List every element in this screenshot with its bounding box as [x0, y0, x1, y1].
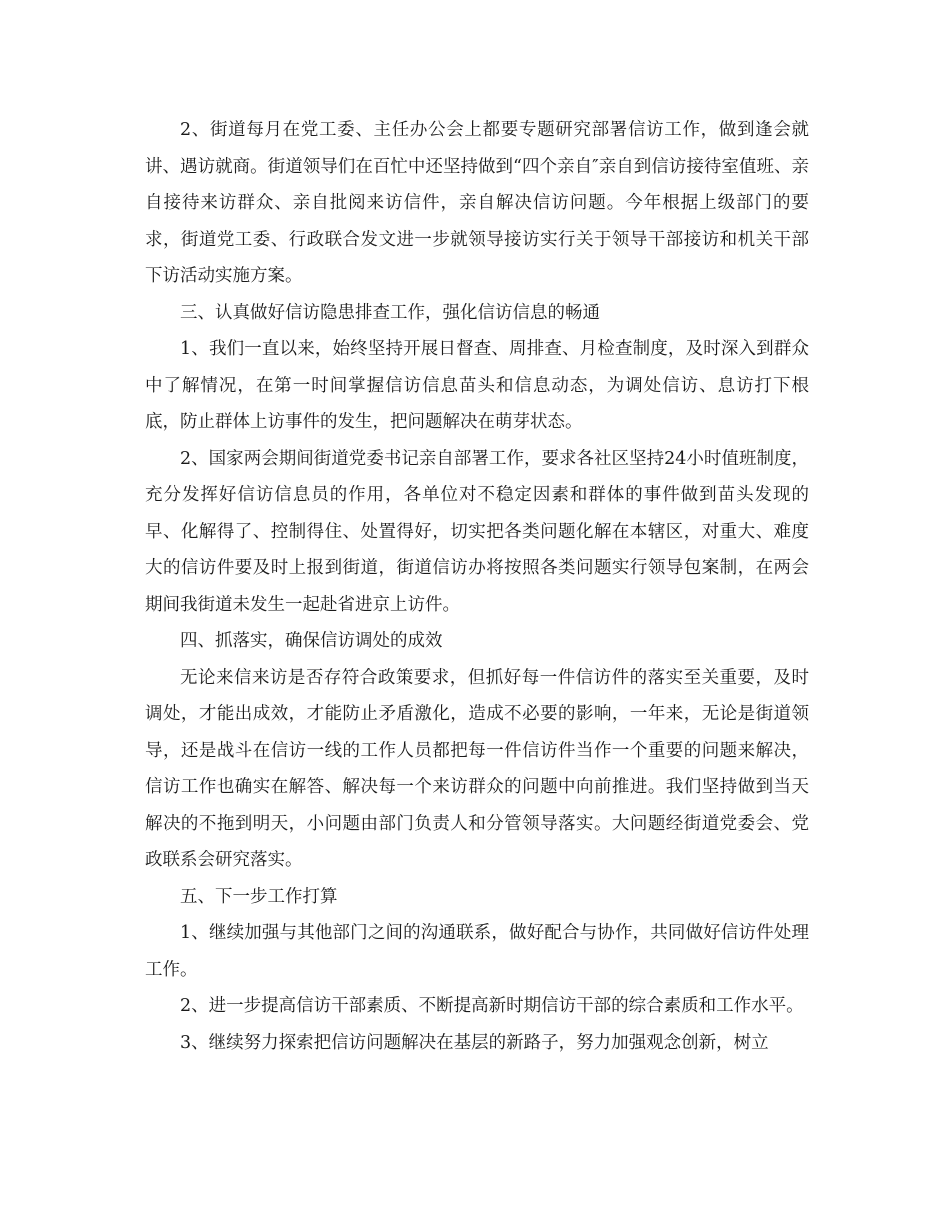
paragraph-daily-inspection: 1、我们一直以来，始终坚持开展日督查、周排查、月检查制度，及时深入到群众中了解情况，在第一时间掌握信访信息苗头和信息动态，为调处信访、息访打下根底，防止群体上访事件的发生，把问题解决在萌芽状态。	[145, 339, 809, 432]
paragraph-plan-1: 1、继续加强与其他部门之间的沟通联系，做好配合与协作，共同做好信访件处理工作。	[145, 923, 809, 980]
paragraph-plan-2: 2、进一步提高信访干部素质、不断提高新时期信访干部的综合素质和工作水平。	[180, 996, 804, 1016]
document-body	[145, 112, 809, 1061]
section-heading-3: 三、认真做好信访隐患排查工作，强化信访信息的畅通	[180, 302, 600, 323]
paragraph-implementation: 无论来信来访是否存符合政策要求，但抓好每一件信访件的落实至关重要，及时调处，才能出成效，才能防止矛盾激化，造成不必要的影响，一年来，无论是街道领导，还是战斗在信访一线的工作人员都把每一件信访件当作一个重要的问题来解决，信访工作也确实在解答、解决每一个来访群众的问题中向前推进。我们坚持做到当天解决的不拖到明天，小问题由部门负责人和分管领导落实。大问题经街道党委会、党政联系会研究落实。	[145, 667, 809, 870]
paragraph-two-sessions: 2、国家两会期间街道党委书记亲自部署工作，要求各社区坚持24小时值班制度，充分发挥好信访信息员的作用，各单位对不稳定因素和群体的事件做到苗头发现的早、化解得了、控制得住、处置得好，切实把各类问题化解在本辖区，对重大、难度大的信访件要及时上报到街道，街道信访办将按照各类问题实行领导包案制，在两会期间我街道未发生一起赴省进京上访件。	[145, 448, 809, 615]
section-heading-4: 四、抓落实，确保信访调处的成效	[180, 631, 443, 651]
section-heading-5: 五、下一步工作打算	[180, 886, 338, 907]
paragraph-plan-3: 3、继续努力探索把信访问题解决在基层的新路子，努力加强观念创新，树立	[180, 1032, 769, 1053]
paragraph-meeting-study: 2、街道每月在党工委、主任办公会上都要专题研究部署信访工作，做到逢会就讲、遇访就商。街道领导们在百忙中还坚持做到“四个亲自″亲自到信访接待室值班、亲自接待来访群众、亲自批阅来访信件，亲自解决信访问题。今年根据上级部门的要求，街道党工委、行政联合发文进一步就领导接访实行关于领导干部接访和机关干部下访活动实施方案。	[145, 120, 809, 286]
